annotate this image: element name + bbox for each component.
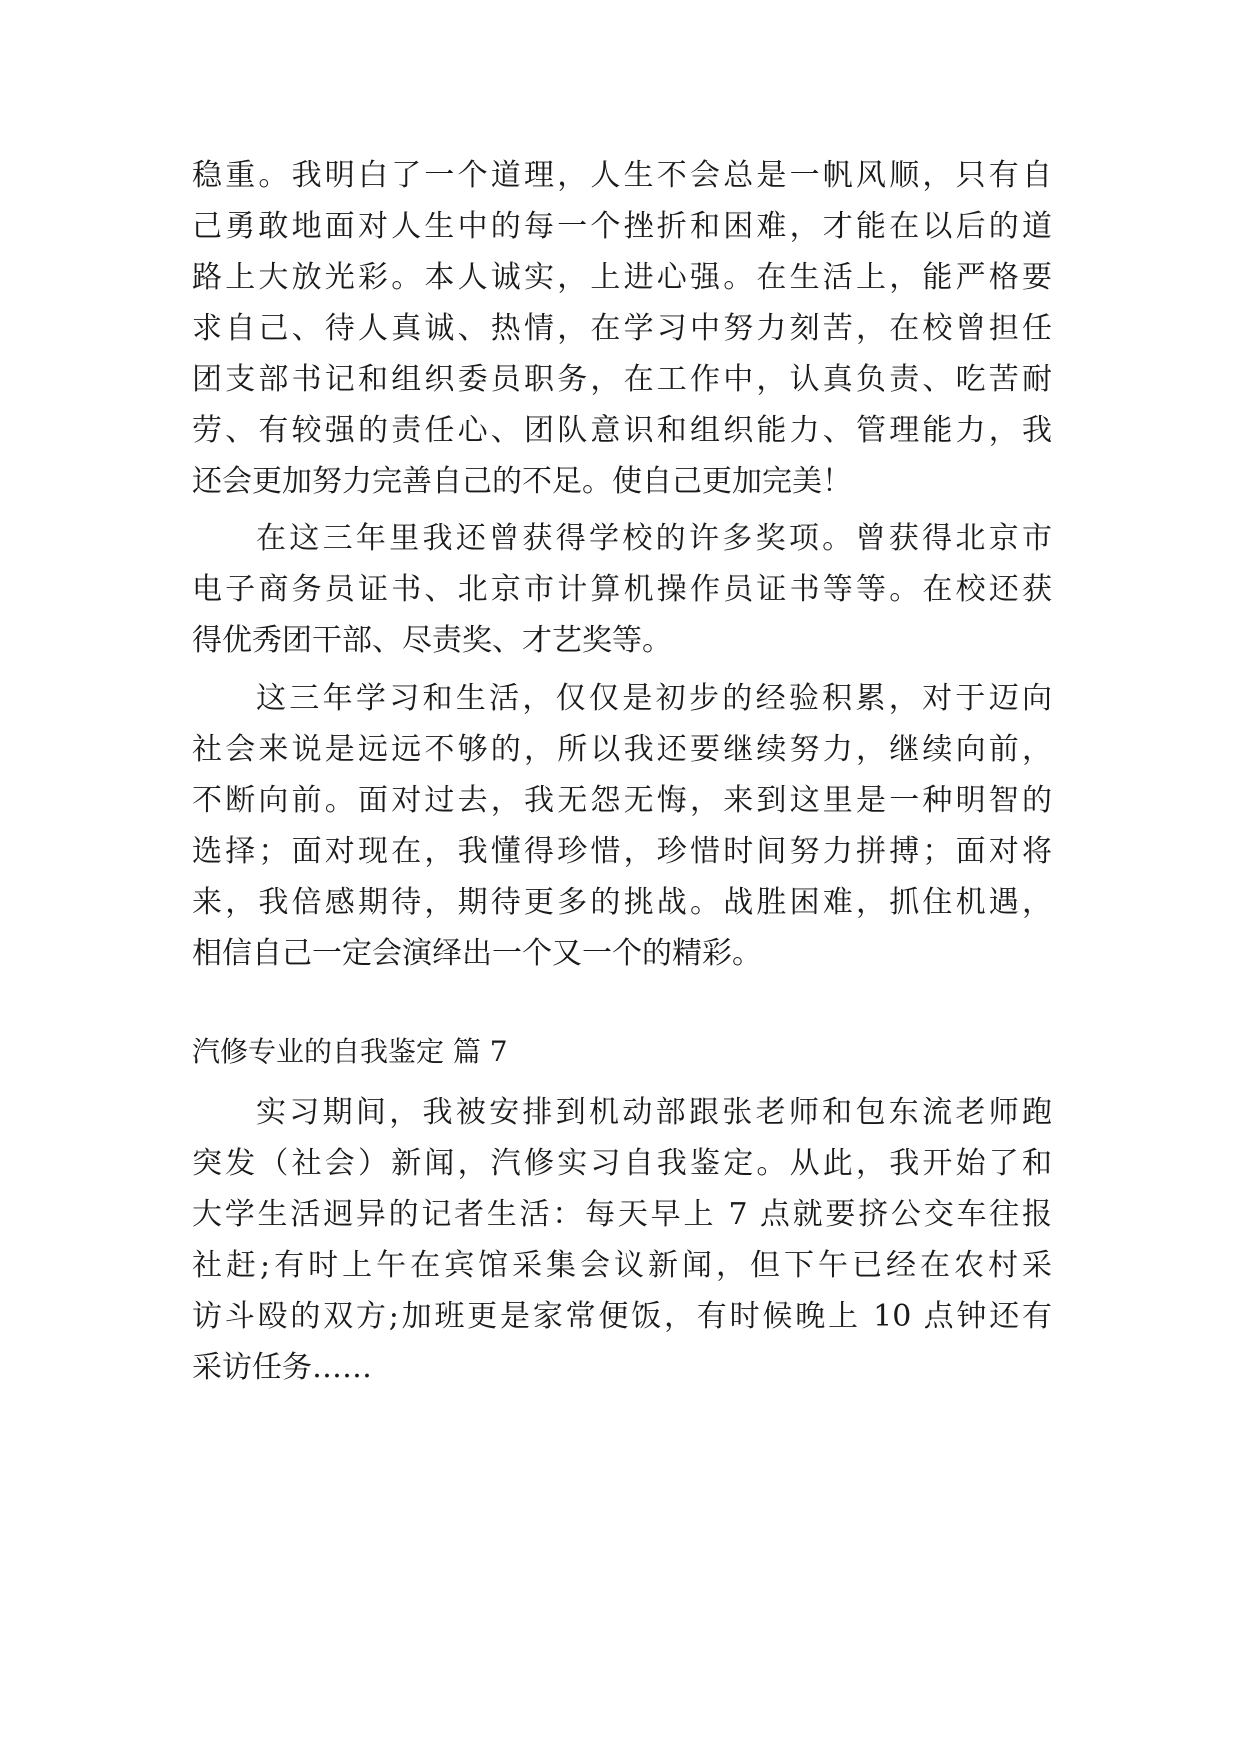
paragraph-line: 己勇敢地面对人生中的每一个挫折和困难，才能在以后的道 (192, 209, 1052, 244)
paragraph-line: 电子商务员证书、北京市计算机操作员证书等等。在校还获 (192, 572, 1052, 607)
paragraph-line: 大学生活迥异的记者生活：每天早上 7 点就要挤公交车往报 (192, 1197, 1052, 1232)
paragraph-line: 社赶;有时上午在宾馆采集会议新闻，但下午已经在农村采 (192, 1248, 1052, 1283)
paragraph-line: 求自己、待人真诚、热情，在学习中努力刻苦，在校曾担任 (192, 311, 1052, 346)
paragraph-line: 在这三年里我还曾获得学校的许多奖项。曾获得北京市 (256, 521, 1052, 556)
paragraph-line: 访斗殴的双方;加班更是家常便饭，有时候晚上 10 点钟还有 (192, 1299, 1052, 1334)
section-heading: 汽修专业的自我鉴定 篇 7 (192, 1035, 508, 1068)
paragraph-line: 稳重。我明白了一个道理，人生不会总是一帆风顺，只有自 (192, 158, 1052, 193)
paragraph-line: 这三年学习和生活，仅仅是初步的经验积累，对于迈向 (256, 681, 1052, 716)
paragraph-line: 实习期间，我被安排到机动部跟张老师和包东流老师跑 (256, 1095, 1052, 1130)
paragraph-line: 得优秀团干部、尽责奖、才艺奖等。 (192, 623, 672, 658)
paragraph-line: 社会来说是远远不够的，所以我还要继续努力，继续向前， (192, 732, 1052, 767)
paragraph-line: 采访任务…… (192, 1350, 372, 1385)
paragraph-line: 路上大放光彩。本人诚实，上进心强。在生活上，能严格要 (192, 260, 1052, 295)
paragraph-line: 相信自己一定会演绎出一个又一个的精彩。 (192, 936, 762, 971)
paragraph-line: 劳、有较强的责任心、团队意识和组织能力、管理能力，我 (192, 413, 1052, 448)
paragraph-line: 还会更加努力完善自己的不足。使自己更加完美！ (192, 464, 852, 499)
paragraph-line: 选择；面对现在，我懂得珍惜，珍惜时间努力拼搏；面对将 (192, 834, 1052, 869)
paragraph-line: 不断向前。面对过去，我无怨无悔，来到这里是一种明智的 (192, 783, 1052, 818)
paragraph-line: 团支部书记和组织委员职务，在工作中，认真负责、吃苦耐 (192, 362, 1052, 397)
paragraph-line: 突发（社会）新闻，汽修实习自我鉴定。从此，我开始了和 (192, 1146, 1052, 1181)
paragraph-line: 来，我倍感期待，期待更多的挑战。战胜困难，抓住机遇， (192, 885, 1052, 920)
